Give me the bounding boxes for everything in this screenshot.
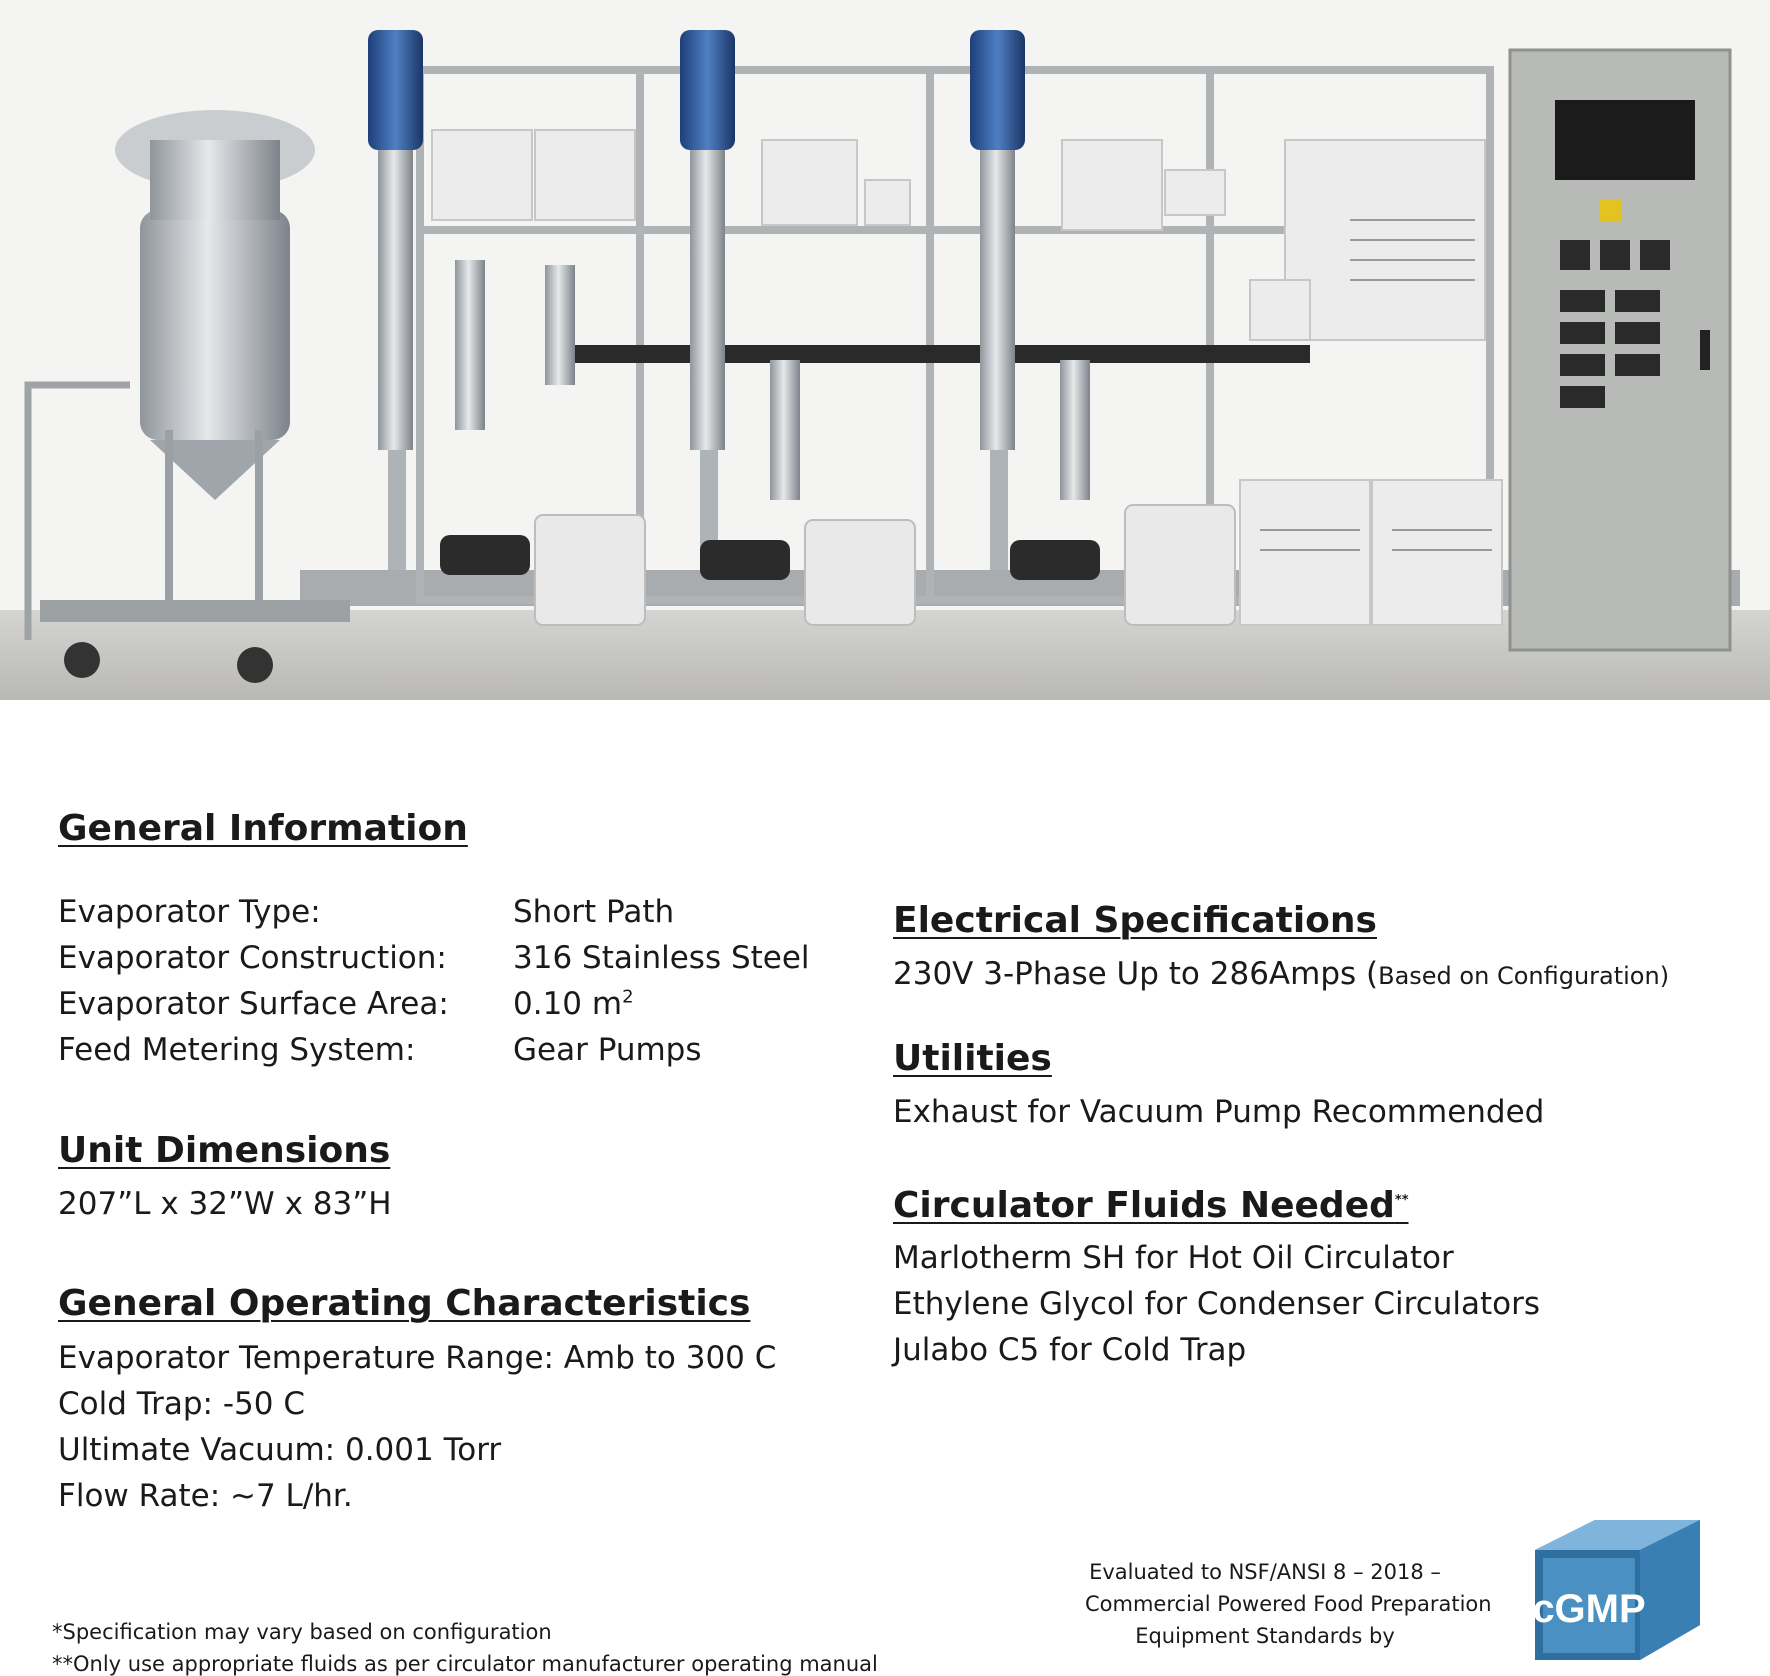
unit-dimensions-value: 207”L x 32”W x 83”H <box>58 1186 392 1222</box>
utilities-heading: Utilities <box>893 1038 1052 1079</box>
circulator-fluids-marker: ** <box>1394 1193 1409 1208</box>
certification-line: Commercial Powered Food Preparation <box>1085 1592 1492 1616</box>
fluid-line: Marlotherm SH for Hot Oil Circulator <box>893 1240 1454 1276</box>
electrical-specifications-heading: Electrical Specifications <box>893 900 1377 941</box>
electrical-spec-note: Based on Configuration) <box>1378 962 1670 990</box>
operating-line: Ultimate Vacuum: 0.001 Torr <box>58 1432 502 1468</box>
evaporator-construction-value: 316 Stainless Steel <box>513 940 810 976</box>
evaporator-type-value: Short Path <box>513 894 675 930</box>
feed-metering-value: Gear Pumps <box>513 1032 702 1068</box>
unit-dimensions-heading: Unit Dimensions <box>58 1130 391 1171</box>
operating-characteristics-heading: General Operating Characteristics <box>58 1283 751 1324</box>
equipment-photo <box>0 0 1770 700</box>
evaporator-type-label: Evaporator Type: <box>58 894 321 930</box>
certification-line: Evaluated to NSF/ANSI 8 – 2018 – <box>1089 1560 1441 1584</box>
operating-line: Evaporator Temperature Range: Amb to 300 C <box>58 1340 777 1376</box>
cgmp-logo <box>1525 1510 1710 1670</box>
general-information-heading: General Information <box>58 808 468 849</box>
certification-line: Equipment Standards by <box>1135 1624 1395 1648</box>
fluid-line: Julabo C5 for Cold Trap <box>893 1332 1247 1368</box>
footnote: **Only use appropriate fluids as per circulator manufacturer operating manual <box>52 1652 878 1676</box>
electrical-spec-text: 230V 3-Phase Up to 286Amps ( <box>893 956 1379 992</box>
operating-line: Flow Rate: ~7 L/hr. <box>58 1478 353 1514</box>
certification-text <box>1085 1556 1492 1652</box>
operating-line: Cold Trap: -50 C <box>58 1386 305 1422</box>
surface-area-exponent: 2 <box>622 986 634 1008</box>
fluid-line: Ethylene Glycol for Condenser Circulators <box>893 1286 1541 1322</box>
cgmp-logo-text: cGMP <box>1532 1587 1646 1631</box>
evaporator-construction-label: Evaporator Construction: <box>58 940 447 976</box>
utilities-value: Exhaust for Vacuum Pump Recommended <box>893 1094 1545 1130</box>
surface-area-number: 0.10 m <box>513 986 623 1022</box>
footnote: *Specification may vary based on configuration <box>52 1620 552 1644</box>
electrical-value <box>893 956 1669 992</box>
circulator-fluids-heading <box>893 1185 1409 1226</box>
evaporator-surface-area-value <box>513 986 634 1022</box>
circulator-fluids-title: Circulator Fluids Needed <box>893 1185 1395 1226</box>
feed-metering-label: Feed Metering System: <box>58 1032 416 1068</box>
evaporator-surface-area-label: Evaporator Surface Area: <box>58 986 449 1022</box>
